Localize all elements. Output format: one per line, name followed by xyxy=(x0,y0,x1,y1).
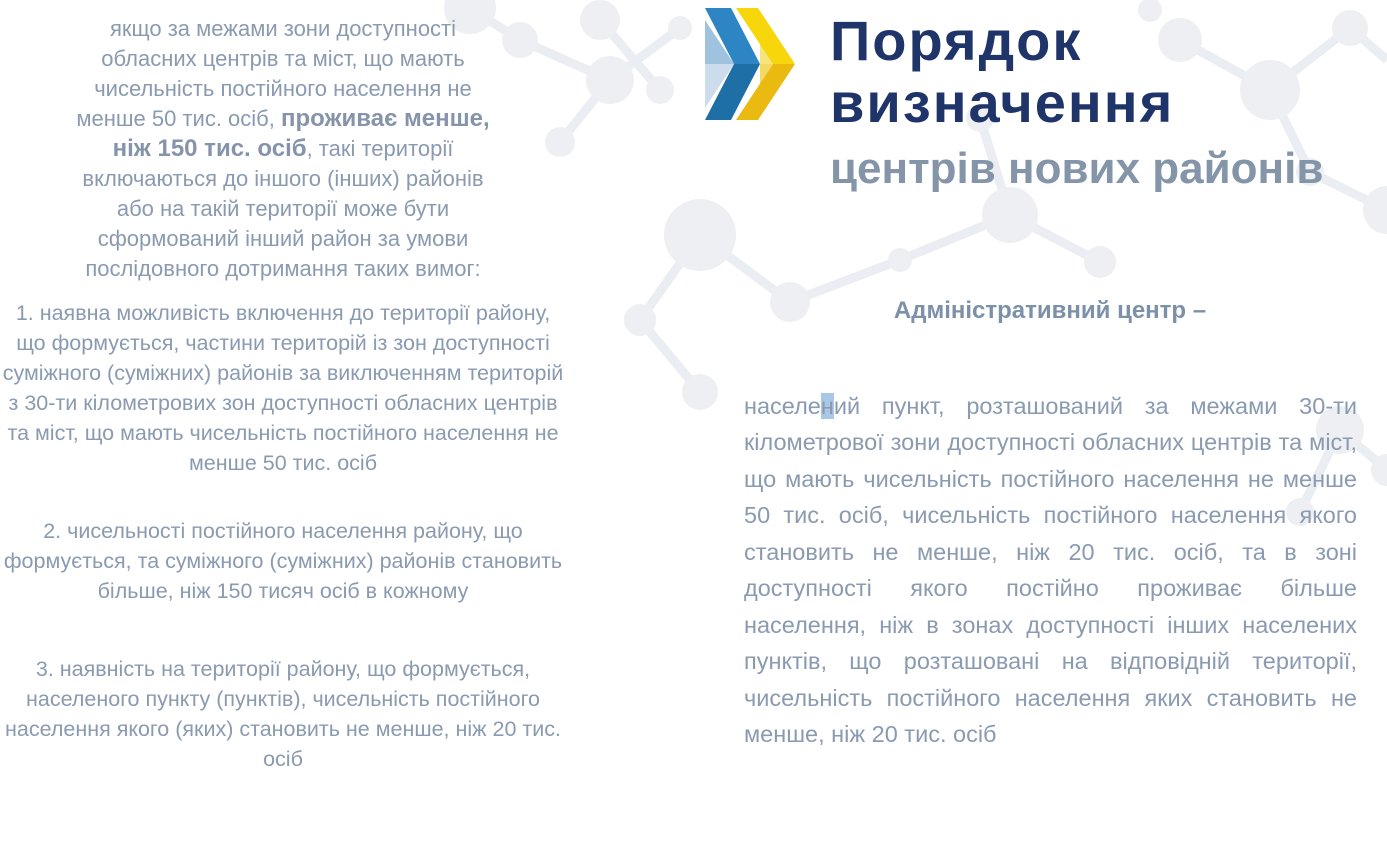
admin-center-heading: Адміністративний центр – xyxy=(893,297,1207,324)
intro-bold-phrase: проживає менше, ніж 150 тис. осіб xyxy=(112,105,490,162)
requirement-item-2: 2. чисельності постійного населення району, що формується, та суміжного (суміжних) районів становить більше, ніж 150 тисяч осіб в кожному xyxy=(3,519,563,603)
admin-center-highlighted-char: н xyxy=(820,392,834,419)
intro-paragraph xyxy=(65,14,501,284)
double-chevron-logo xyxy=(698,6,810,124)
slide-subtitle: центрів нових районів xyxy=(830,144,1324,193)
left-column xyxy=(0,14,566,774)
intro-text-before-bold: якщо за межами зони доступності обласних центрів та міст, що мають чисельність постійного населення не менше 50 тис. осіб, xyxy=(76,16,472,131)
admin-center-text-pre: населе xyxy=(744,392,821,419)
requirement-item-1: 1. наявна можливість включення до території району, що формується, частини територій із зон доступності суміжного (суміжних) районів за виключенням територій з 30-ти кілометрових зон доступності обласних центрів та міст, що мають чисельність постійного населення не менше 50 тис. осіб xyxy=(2,301,564,475)
intro-text-after-bold: , такі території включаються до іншого (інших) районів або на такій території може бути сформований інший район за умови послідовного дотримання таких вимог: xyxy=(82,136,484,281)
slide-title-line2: визначення xyxy=(830,71,1175,134)
requirement-item-3: 3. наявність на території району, що формується, населеного пункту (пунктів), чисельність постійного населення якого (яких) становить не менше, ніж 20 тис. осіб xyxy=(5,657,561,771)
admin-center-paragraph xyxy=(744,388,1357,753)
slide-title xyxy=(830,10,1174,134)
admin-center-text-post: ий пункт, розташований за межами 30-ти кілометрової зони доступності обласних центрів та міст, що мають чисельність постійного населення не менше 50 тис. осіб, чисельність постійного населення якого становить не менше, ніж 20 тис. осіб, та в зоні доступності якого постійно проживає більше населення, ніж в зонах доступності інших населених пунктів, що розташовані на відповідній території, чисельність постійного населення яких становить не менше, ніж 20 тис. осіб xyxy=(744,392,1357,747)
slide-title-line1: Порядок xyxy=(830,9,1083,72)
